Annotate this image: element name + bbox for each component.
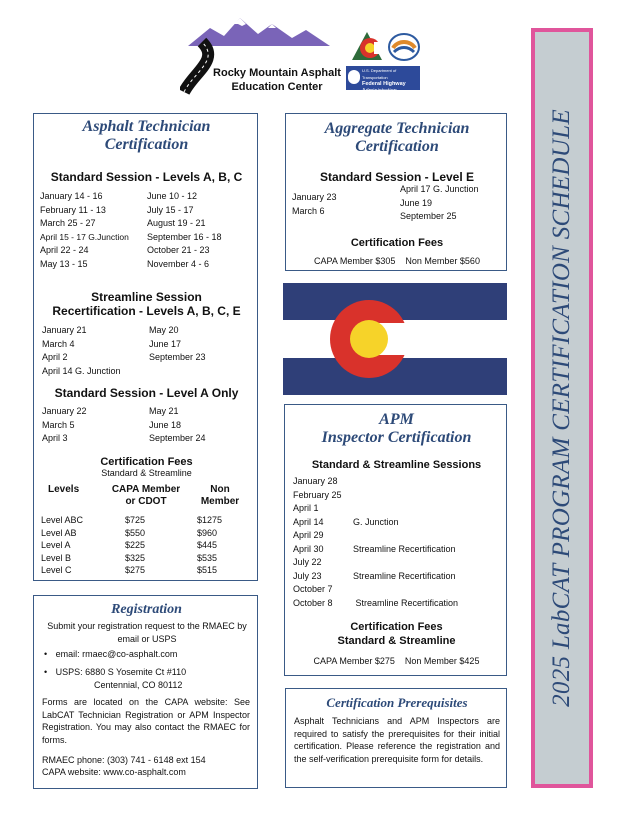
apm-date-list [293, 475, 503, 610]
banner-title: 2025 LabCAT PROGRAM CERTIFICATION SCHEDULE [548, 109, 575, 707]
fee-non: $960 [197, 527, 218, 538]
aggregate-title-line2: Certification [355, 138, 439, 156]
registration-section [33, 595, 258, 789]
list-item: August 19 - 21 [147, 218, 206, 228]
fee-level: Level A [41, 540, 71, 550]
streamline-heading [34, 290, 259, 318]
list-item: January 22 [42, 406, 87, 416]
fee-level: Level ABC [41, 515, 84, 525]
fees-header-non [194, 484, 246, 508]
apm-title-line1: APM [379, 411, 414, 428]
apm-date: February 25 [293, 489, 342, 500]
list-item: April 17 G. Junction [400, 184, 479, 194]
list-item: November 4 - 6 [147, 258, 210, 269]
registration-usps [44, 666, 254, 691]
registration-usps-line1: USPS: 6880 S Yosemite Ct #110 [55, 667, 187, 677]
fee-non: $515 [197, 565, 218, 575]
aggregate-fees-text: CAPA Member $305 Non Member $560 [314, 256, 480, 266]
asphalt-title-line2: Certification [104, 136, 189, 154]
schedule-banner [531, 28, 593, 788]
asphalt-title-line1: Asphalt Technician [82, 118, 211, 135]
list-item: March 6 [292, 205, 325, 216]
apm-date: October 8 [293, 597, 333, 608]
aggregate-title-line1: Aggregate Technician [324, 120, 470, 137]
registration-title: Registration [111, 602, 182, 617]
prerequisites-text: Asphalt Technicians and APM Inspectors are required to satisfy the prerequisites for their initial certification. Please reference the registration and the self-verification prerequisite form for details. [294, 716, 500, 764]
fee-capa: $725 [125, 515, 146, 525]
list-item: September 23 [149, 352, 206, 362]
apm-note: G. Junction [353, 516, 399, 527]
fee-capa: $275 [125, 565, 146, 575]
fhwa-line2: Federal Highway [362, 81, 406, 87]
list-item: April 14 G. Junction [42, 365, 121, 376]
asphalt-fees-sub: Standard & Streamline [101, 468, 192, 478]
asphalt-standard-heading: Standard Session - Levels A, B, C [50, 170, 243, 184]
apm-sessions-heading: Standard & Streamline Sessions [311, 459, 482, 471]
list-item: September 24 [149, 433, 206, 443]
list-item: June 10 - 12 [147, 191, 198, 201]
registration-email [44, 648, 254, 661]
list-item: April 2 [42, 352, 68, 362]
fee-level: Level C [41, 565, 72, 575]
fees-header-capa [96, 484, 196, 508]
table-row [41, 527, 241, 540]
list-item [293, 556, 503, 570]
apm-fees-heading-line2: Standard & Streamline [337, 635, 456, 647]
fee-level: Level AB [41, 527, 77, 538]
list-item [293, 583, 503, 597]
asphalt-fees-table [41, 514, 241, 577]
levela-right [149, 405, 206, 446]
bullet-icon: • [44, 649, 48, 659]
streamline-left [42, 324, 121, 378]
list-item: June 19 [400, 197, 433, 208]
aggregate-left [292, 191, 337, 218]
list-item: September 16 - 18 [147, 231, 222, 242]
fee-non: $535 [197, 552, 218, 563]
asphalt-standard-right [147, 190, 222, 271]
streamline-heading-line2: Recertification - Levels A, B, C, E [52, 304, 241, 318]
list-item [293, 543, 503, 557]
registration-forms: Forms are located on the CAPA website: See LabCAT Technician Registration or APM Inspector Registration. You may also contact the RMAEC for forms. [42, 697, 250, 745]
apm-note: Streamline Recertification [353, 597, 459, 608]
colorado-flag [283, 283, 507, 395]
fhwa-logo [346, 66, 420, 94]
streamline-heading-line1: Streamline Session [91, 290, 202, 304]
list-item: April 15 - 17 G.Junction [40, 231, 129, 242]
cdot-logo [350, 30, 384, 64]
list-item: February 11 - 13 [40, 204, 106, 215]
apm-date: April 29 [293, 530, 324, 540]
fee-non: $1275 [197, 515, 223, 525]
list-item: January 21 [42, 325, 87, 335]
apm-fees-heading [285, 620, 508, 648]
aggregate-right [400, 183, 479, 224]
registration-email-text: email: rmaec@co-asphalt.com [55, 649, 178, 659]
aggregate-title [286, 120, 508, 157]
apm-title [285, 411, 508, 448]
aggregate-fees-heading: Certification Fees [350, 237, 444, 249]
apm-title-line2: Inspector Certification [321, 429, 472, 447]
prerequisites-section [285, 688, 507, 788]
registration-intro: Submit your registration request to the RMAEC by email or USPS [47, 621, 247, 644]
table-row [41, 552, 241, 565]
fee-capa: $550 [125, 527, 146, 538]
levela-left [42, 405, 87, 446]
fees-header-capa-line2: or CDOT [125, 496, 167, 507]
fee-level: Level B [41, 552, 72, 563]
fee-capa: $225 [125, 540, 146, 550]
prerequisites-title: Certification Prerequisites [326, 695, 468, 710]
apm-date: April 30 [293, 543, 324, 554]
apm-fees-heading-line1: Certification Fees [350, 621, 443, 633]
list-item [293, 516, 503, 530]
table-row [41, 514, 241, 527]
list-item: October 21 - 23 [147, 245, 210, 255]
fee-capa: $325 [125, 552, 146, 563]
fees-header-non-line1: Non [210, 484, 230, 495]
asphalt-fees-heading: Certification Fees [100, 456, 193, 468]
streamline-right [149, 324, 206, 365]
fees-header-non-line2: Member [200, 496, 240, 507]
list-item: March 25 - 27 [40, 218, 96, 228]
registration-usps-line2: Centennial, CO 80112 [94, 679, 183, 690]
asphalt-standard-left [40, 190, 129, 271]
levela-heading: Standard Session - Level A Only [54, 386, 239, 400]
list-item: January 23 [292, 192, 337, 202]
aggregate-standard-heading: Standard Session - Level E [319, 170, 475, 184]
apm-date: April 1 [293, 503, 319, 513]
apm-fees-text: CAPA Member $275 Non Member $425 [313, 656, 480, 666]
apm-date: July 23 [293, 570, 322, 581]
apm-date: January 28 [293, 476, 338, 486]
apm-date: April 14 [293, 516, 324, 527]
apm-date: July 22 [293, 557, 322, 567]
list-item: March 4 [42, 338, 75, 349]
asphalt-title [34, 118, 259, 155]
list-item [293, 570, 503, 584]
list-item: May 13 - 15 [40, 258, 88, 269]
list-item [293, 489, 503, 503]
capa-logo [388, 32, 420, 62]
list-item: July 15 - 17 [147, 204, 194, 215]
aggregate-technician-section [285, 113, 507, 271]
list-item: April 22 - 24 [40, 245, 89, 255]
bullet-icon: • [44, 667, 48, 677]
fee-non: $445 [197, 540, 218, 550]
list-item: June 17 [149, 338, 182, 349]
registration-website: CAPA website: www.co-asphalt.com [42, 767, 186, 777]
fhwa-line1: U.S. Department of Transportation [362, 68, 397, 80]
table-row [41, 564, 241, 577]
list-item: May 20 [149, 325, 179, 335]
fees-header-levels: Levels [48, 484, 80, 495]
org-name-line2: Education Center [231, 81, 323, 93]
list-item [293, 502, 503, 516]
fhwa-line3: Administration [362, 87, 397, 94]
list-item [293, 475, 503, 489]
list-item: March 5 [42, 419, 75, 430]
list-item [293, 529, 503, 543]
list-item [293, 597, 503, 611]
list-item: September 25 [400, 211, 457, 221]
asphalt-technician-section [33, 113, 258, 581]
registration-phone: RMAEC phone: (303) 741 - 6148 ext 154 [42, 755, 206, 765]
apm-note: Streamline Recertification [353, 570, 456, 581]
org-name-line1: Rocky Mountain Asphalt [213, 67, 341, 79]
table-row [41, 539, 241, 552]
list-item: January 14 - 16 [40, 191, 103, 201]
list-item: May 21 [149, 406, 179, 416]
apm-date: October 7 [293, 584, 333, 594]
list-item: April 3 [42, 433, 68, 443]
apm-note: Streamline Recertification [353, 543, 456, 554]
org-name [204, 66, 350, 94]
dot-shield-icon [348, 70, 360, 84]
fees-header-capa-line1: CAPA Member [111, 484, 181, 495]
list-item: June 18 [149, 419, 182, 430]
apm-inspector-section [284, 404, 507, 676]
